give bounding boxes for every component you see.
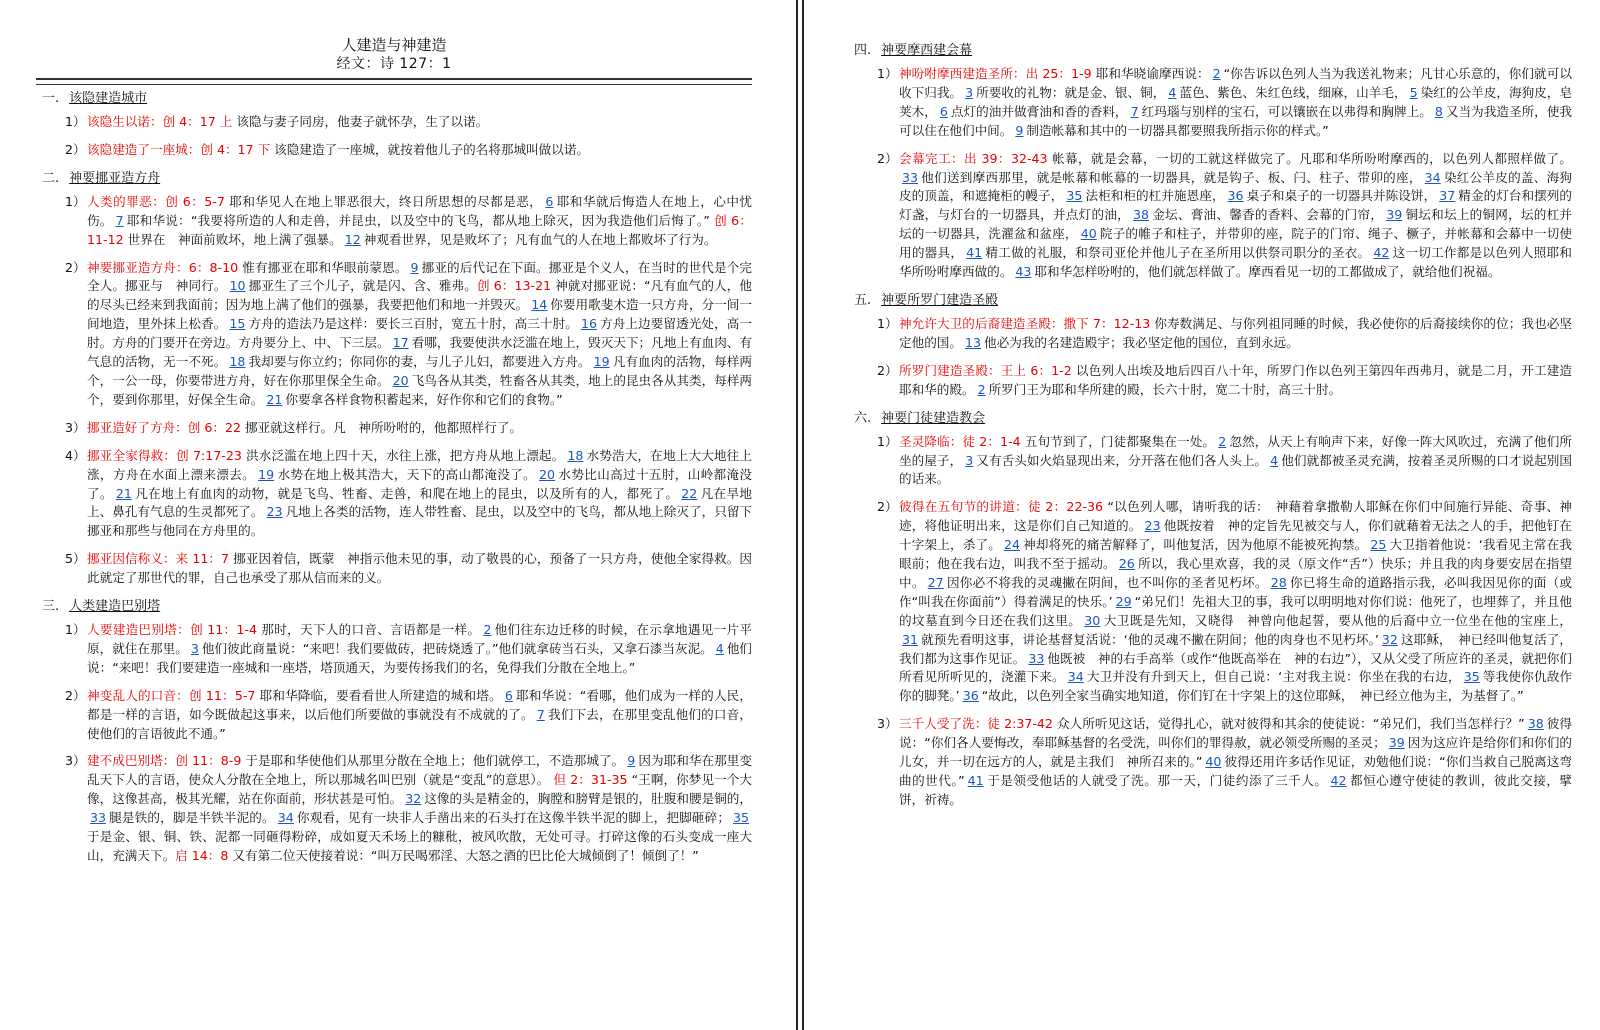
list-item bbox=[36, 259, 752, 410]
item-number: 1） bbox=[877, 433, 898, 449]
verse-text: 精工做的礼服，和祭司亚伦并他儿子在圣所用以供祭司职分的圣衣。 bbox=[985, 245, 1371, 261]
verse-text: 耶和华见人在地上罪恶很大，终日所思想的尽都是恶， bbox=[224, 193, 543, 209]
verse-text: 我们下去，在那里变乱他们的口音，使他们的言语彼此不通。” bbox=[87, 706, 753, 741]
verse-number: 24 bbox=[1003, 537, 1021, 553]
verse-text: 于是领受他话的人就受了洗。那一天，门徒约添了三千人。 bbox=[986, 773, 1328, 788]
verse-text: 你要拿各样食物积蓄起来，好作你和它们的食物。” bbox=[285, 391, 563, 407]
verse-text: 飞鸟各从其类，牲畜各从其类，地上的昆虫各从其类，每样两个，要到你那里，好保全生命。 bbox=[87, 372, 753, 407]
item-number: 2） bbox=[877, 362, 898, 378]
item-number: 5） bbox=[65, 551, 86, 567]
list-item bbox=[36, 141, 752, 160]
verse-text: 耶和华就后悔造人在地上，心中忧伤。 bbox=[87, 193, 753, 228]
verse-text: 凡地上各类的活物，连人带牲畜、昆虫，以及空中的飞鸟，都从地上除灭了，只留下挪亚和那些与他同在方舟里的。 bbox=[87, 504, 753, 539]
list-item bbox=[36, 193, 752, 250]
item-number: 3） bbox=[65, 419, 86, 435]
verse-text: 五旬节到了，门徒都聚集在一处。 bbox=[1020, 433, 1216, 449]
section-number: 六. bbox=[854, 410, 872, 426]
list-item bbox=[848, 362, 1572, 400]
verse-text: 忽然，从天上有响声下来，好像一阵大风吹过，充满了他们所坐的屋子， bbox=[899, 433, 1572, 468]
verse-number: 16 bbox=[580, 316, 597, 332]
verse-text: 世界在 神面前败坏，地上满了强暴。 bbox=[123, 231, 342, 247]
verse-text: 我却要与你立约；你同你的妻，与儿子儿妇，都要进入方舟。 bbox=[248, 354, 591, 370]
verse-text: 凡在地上有血肉的动物，就是飞鸟、牲畜、走兽，和爬在地上的昆虫，以及所有的人，都死了。 bbox=[134, 485, 679, 501]
verse-text: “故此，以色列全家当确实地知道，你们钉在十字架上的这位耶稣， 神已经立他为主，为基督了。” bbox=[981, 688, 1524, 704]
verse-text: 彼得说：“你们各人要悔改，奉耶稣基督的名受洗，叫你们的罪得赦，就必领受所赐的圣灵； bbox=[899, 716, 1572, 751]
verse-number: 34 bbox=[277, 810, 294, 826]
section bbox=[848, 291, 1572, 400]
verse-text: 铜坛和坛上的铜网，坛的杠并坛的一切器具，洗濯盆和盆座， bbox=[899, 207, 1573, 242]
section bbox=[36, 597, 752, 866]
verse-number: 38 bbox=[1132, 207, 1149, 223]
verse-number: 9 bbox=[410, 259, 419, 275]
verse-text: 染红公羊皮的盖、海狗皮的顶盖，和遮掩柜的幔子， bbox=[899, 169, 1573, 204]
scripture-reference: 神允许大卫的后裔建造圣殿：撒下 7：12-13 bbox=[899, 315, 1151, 331]
scripture-reference: 挪亚因信称义：来 11：7 bbox=[87, 551, 230, 567]
list-item bbox=[848, 433, 1572, 490]
verse-text: 精金的灯台和摆列的灯盏，与灯台的一切器具，并点灯的油， bbox=[899, 188, 1573, 223]
item-number: 2） bbox=[65, 141, 86, 157]
page-right bbox=[804, 0, 1600, 1030]
verse-text: 又有第二位天使接着说：“叫万民喝邪淫、大怒之酒的巴比伦大城倾倒了！倾倒了！” bbox=[228, 848, 699, 863]
verse-number: 36 bbox=[962, 688, 979, 704]
verse-number: 39 bbox=[1388, 735, 1405, 751]
verse-number: 3 bbox=[965, 84, 974, 100]
verse-text: “弟兄们！先祖大卫的事，我可以明明地对你们说：他死了，也埋葬了，并且他的坟墓直到今日还在我们这里。 bbox=[899, 593, 1572, 628]
scripture-reference: 启 14：8 bbox=[175, 848, 229, 863]
verse-number: 34 bbox=[1067, 669, 1084, 685]
verse-number: 36 bbox=[1227, 188, 1244, 204]
verse-text: 你观看，见有一块非人手凿出来的石头打在这像半铁半泥的脚上，把脚砸碎； bbox=[296, 810, 730, 826]
scripture-reference: 彼得在五旬节的讲道：徒 2：22-36 bbox=[899, 499, 1104, 515]
verse-text: 凡在旱地上、鼻孔有气息的生灵都死了。 bbox=[87, 485, 753, 520]
list-item bbox=[848, 715, 1572, 810]
list-item bbox=[36, 752, 752, 865]
verse-number: 18 bbox=[229, 354, 246, 370]
list-item bbox=[848, 498, 1572, 706]
section-heading bbox=[42, 89, 752, 108]
verse-text: 你已将生命的道路指示我，必叫我因见你的面（或作“叫我在你面前”）得着满足的快乐。’ bbox=[899, 574, 1573, 609]
verse-text: 耶和华怎样吩咐的，他们就怎样做了。摩西看见一切的工都做成了，就给他们祝福。 bbox=[1034, 264, 1501, 280]
verse-text: 耶和华降临，要看看世人所建造的城和塔。 bbox=[255, 687, 502, 703]
verse-number: 40 bbox=[1205, 754, 1222, 770]
item-number: 2） bbox=[877, 150, 898, 166]
verse-text: 他们送到摩西那里，就是帐幕和帐幕的一切器具，就是钩子、板、闩、柱子、带卯的座， bbox=[921, 169, 1422, 185]
verse-text: 该隐与妻子同房，他妻子就怀孕，生了以诺。 bbox=[232, 114, 489, 129]
section bbox=[848, 41, 1572, 282]
verse-number: 33 bbox=[1028, 650, 1045, 666]
verse-text: “王啊，你梦见一个大像，这像甚高，极其光耀，站在你面前，形状甚是可怕。 bbox=[87, 772, 753, 807]
verse-text: 就预先看明这事，讲论基督复活说：‘他的灵魂不撇在阴间；他的肉身也不见朽坏。’ bbox=[921, 631, 1379, 647]
verse-text: 凡有血肉的活物，每样两个，一公一母，你要带进方舟，好在你那里保全生命。 bbox=[87, 354, 753, 388]
scripture-reference: 挪亚全家得救：创 7:17-23 bbox=[87, 447, 242, 463]
verse-number: 6 bbox=[939, 103, 948, 119]
verse-text: 他既按着 神的定旨先见被交与人，你们就藉着无法之人的手，把他钉在十字架上，杀了。 bbox=[899, 518, 1573, 553]
verse-number: 8 bbox=[1434, 103, 1443, 119]
section-heading bbox=[854, 291, 1572, 310]
verse-text: “以色列人哪，请听我的话： 神藉着拿撒勒人耶稣在你们中间施行异能、奇事、神迹，将他证明出来，这是你们自己知道的。 bbox=[899, 499, 1572, 534]
verse-number: 18 bbox=[567, 447, 584, 463]
scripture-reference: 神要挪亚造方舟：6：8-10 bbox=[87, 259, 239, 275]
verse-number: 3 bbox=[190, 640, 199, 656]
section-title: 神要门徒建造教会 bbox=[881, 410, 986, 426]
verse-text: 大卫既是先知，又晓得 神曾向他起誓，要从他的后裔中立一位坐在他的宝座上， bbox=[1103, 612, 1573, 628]
verse-number: 27 bbox=[927, 574, 944, 590]
verse-number: 33 bbox=[902, 169, 919, 185]
page-left bbox=[0, 0, 796, 1030]
section bbox=[36, 89, 752, 160]
verse-text: 以色列人出埃及地后四百八十年，所罗门作以色列王第四年西弗月，就是二月，开工建造耶和华的殿。 bbox=[899, 362, 1572, 397]
document-scripture: 经文：诗 127：1 bbox=[336, 56, 452, 72]
verse-number: 23 bbox=[1144, 518, 1161, 534]
item-number: 1） bbox=[65, 114, 86, 129]
scripture-reference: 建不成巴别塔：创 11：8-9 bbox=[87, 753, 242, 769]
verse-number: 26 bbox=[1118, 556, 1135, 572]
section-number: 四. bbox=[854, 43, 872, 58]
scripture-reference: 创 6：13-21 bbox=[476, 278, 552, 294]
verse-text: 他们往东边迁移的时候，在示拿地遇见一片平原，就住在那里。 bbox=[87, 622, 752, 656]
verse-text: 挪亚就这样行。凡 神所吩咐的，他都照样行了。 bbox=[240, 419, 523, 435]
section bbox=[36, 169, 752, 588]
section-title: 神要挪亚造方舟 bbox=[69, 170, 161, 186]
verse-number: 4 bbox=[1270, 452, 1279, 468]
section-title: 该隐建造城市 bbox=[69, 91, 148, 106]
verse-number: 9 bbox=[627, 753, 636, 769]
item-number: 2） bbox=[65, 687, 86, 703]
verse-text: 又当为我造圣所，使我可以住在他们中间。 bbox=[899, 103, 1573, 138]
verse-number: 20 bbox=[539, 466, 556, 482]
verse-text: 点灯的油并做膏油和香的香料， bbox=[950, 103, 1128, 119]
scripture-reference: 挪亚造好了方舟：创 6：22 bbox=[87, 419, 241, 435]
verse-text: 他既被 神的右手高举（或作“他既高举在 神的右边”），又从父受了所应许的圣灵，就把你们所看见所听见的，浇灌下来。 bbox=[899, 650, 1573, 685]
verse-text: 该隐建造了一座城，就按着他儿子的名将那城叫做以诺。 bbox=[270, 141, 590, 157]
verse-text: 这像的头是精金的，胸膛和膀臂是银的，肚腹和腰是铜的， bbox=[424, 791, 753, 807]
list-item bbox=[848, 150, 1572, 282]
item-number: 3） bbox=[877, 716, 898, 732]
verse-number: 6 bbox=[504, 687, 513, 703]
verse-number: 2 bbox=[483, 622, 492, 638]
verse-number: 38 bbox=[1527, 716, 1544, 732]
item-number: 1） bbox=[65, 622, 86, 638]
verse-text: 他们彼此商量说：“来吧！我们要做砖，把砖烧透了。”他们就拿砖当石头，又拿石漆当灰泥。 bbox=[201, 640, 713, 656]
item-number: 1） bbox=[877, 66, 898, 81]
scripture-reference: 该隐生以诺：创 4：17 上 bbox=[87, 114, 233, 129]
left-column-content bbox=[36, 89, 752, 866]
item-number: 1） bbox=[877, 315, 898, 331]
verse-number: 5 bbox=[1409, 84, 1418, 100]
verse-text: 都恒心遵守使徒的教训，彼此交接，擘饼，祈祷。 bbox=[899, 773, 1573, 807]
title-rule bbox=[36, 78, 752, 85]
verse-number: 12 bbox=[344, 231, 361, 247]
verse-number: 10 bbox=[229, 278, 246, 294]
list-item bbox=[848, 65, 1572, 141]
scripture-reference: 人要建造巴别塔：创 11：1-4 bbox=[87, 622, 258, 638]
verse-number: 41 bbox=[967, 773, 984, 788]
verse-number: 19 bbox=[258, 466, 275, 482]
verse-number: 37 bbox=[1439, 188, 1456, 204]
scripture-reference: 圣灵降临：徒 2：1-4 bbox=[899, 433, 1021, 449]
verse-number: 19 bbox=[593, 354, 610, 370]
list-item bbox=[36, 447, 752, 542]
scripture-reference: 神吩咐摩西建造圣所：出 25：1-9 bbox=[899, 66, 1092, 81]
verse-text: 神却将死的痛苦解释了，叫他复活，因为他原不能被死拘禁。 bbox=[1023, 537, 1368, 553]
verse-text: 惟有挪亚在耶和华眼前蒙恩。 bbox=[238, 259, 408, 275]
verse-number: 42 bbox=[1330, 773, 1347, 788]
verse-number: 20 bbox=[392, 372, 409, 388]
verse-number: 4 bbox=[1168, 84, 1177, 100]
verse-text: 耶和华晓谕摩西说： bbox=[1091, 66, 1210, 81]
verse-text: 他必为我的名建造殿宇；我必坚定他的国位，直到永远。 bbox=[984, 334, 1299, 350]
verse-text: 桌子和桌子的一切器具并陈设饼， bbox=[1246, 188, 1437, 204]
right-column-content bbox=[848, 41, 1572, 810]
verse-text: 这耶稣， 神已经叫他复活了，我们都为这事作见证。 bbox=[899, 631, 1572, 666]
verse-text: 这一切工作都是以色列人照耶和华所吩咐摩西做的。 bbox=[899, 245, 1573, 280]
verse-text: 腿是铁的，脚是半铁半泥的。 bbox=[109, 810, 275, 826]
verse-text: 水势在地上极其浩大，天下的高山都淹没了。 bbox=[277, 466, 537, 482]
verse-text: 大卫并没有升到天上，但自己说：‘主对我主说：你坐在我的右边， bbox=[1086, 669, 1461, 685]
verse-text: 神就对挪亚说：“凡有血气的人，他的尽头已经来到我面前；因为地上满了他们的强暴，我要把他们和地一并毁灭。 bbox=[87, 278, 753, 313]
list-item bbox=[36, 419, 752, 438]
section-number: 三. bbox=[42, 599, 60, 615]
verse-text: 挪亚的后代记在下面。挪亚是个义人，在当时的世代是个完全人。挪亚与 神同行。 bbox=[87, 259, 752, 294]
section-heading bbox=[42, 597, 752, 616]
verse-text: 于是耶和华使他们从那里分散在全地上；他们就停工，不造那城了。 bbox=[241, 753, 625, 769]
verse-number: 43 bbox=[1015, 264, 1032, 280]
scripture-reference: 会幕完工：出 39：32-43 bbox=[899, 150, 1048, 166]
verse-text: 他们就都被圣灵充满，按着圣灵所赐的口才说起别国的话来。 bbox=[899, 452, 1573, 487]
item-number: 1） bbox=[65, 193, 86, 209]
list-item bbox=[36, 550, 752, 588]
scripture-reference: 但 2：31-35 bbox=[549, 772, 628, 788]
section-title: 人类建造巴别塔 bbox=[69, 599, 161, 615]
verse-text: 染红的公羊皮，海狗皮，皂荚木， bbox=[899, 84, 1573, 119]
verse-text: 洪水泛滥在地上四十天，水往上涨，把方舟从地上漂起。 bbox=[241, 447, 565, 463]
verse-number: 39 bbox=[1386, 207, 1403, 223]
verse-number: 13 bbox=[964, 334, 981, 350]
list-item bbox=[36, 687, 752, 744]
verse-text: 帐幕，就是会幕，一切的工就这样做完了。凡耶和华所吩咐摩西的，以色列人都照样做了。 bbox=[1047, 150, 1572, 166]
verse-text: 院子的帷子和柱子，并带卯的座，院子的门帘、绳子、橛子，并帐幕和会幕中一切使用的器具， bbox=[899, 226, 1573, 261]
section bbox=[848, 409, 1572, 810]
section-number: 一. bbox=[42, 91, 60, 106]
verse-text: 所要收的礼物：就是金、银、铜， bbox=[976, 84, 1166, 100]
verse-text: 方舟的造法乃是这样：要长三百肘，宽五十肘，高三十肘。 bbox=[248, 316, 578, 332]
verse-number: 41 bbox=[966, 245, 983, 261]
verse-number: 23 bbox=[266, 504, 283, 520]
verse-number: 6 bbox=[545, 193, 554, 209]
verse-text: 看哪，我要使洪水泛滥在地上，毁灭天下；凡地上有血肉、有气息的活物，无一不死。 bbox=[87, 335, 753, 370]
verse-text: 方舟上边要留透光处，高一肘。方舟的门要开在旁边。方舟要分上、中、下三层。 bbox=[87, 316, 753, 351]
verse-number: 2 bbox=[1218, 433, 1227, 449]
verse-text: 金坛、膏油、馨香的香料、会幕的门帘， bbox=[1151, 207, 1384, 223]
list-item bbox=[36, 621, 752, 678]
verse-number: 35 bbox=[1066, 188, 1083, 204]
verse-text: 又有舌头如火焰显现出来，分开落在他们各人头上。 bbox=[976, 452, 1268, 468]
verse-text: 法柜和柜的杠并施恩座， bbox=[1085, 188, 1225, 204]
verse-text: 他们说：“来吧！我们要建造一座城和一座塔，塔顶通天，为要传扬我们的名，免得我们分散在全地上。” bbox=[87, 640, 753, 675]
verse-text: 挪亚生了三个儿子，就是闪、含、雅弗。 bbox=[248, 278, 477, 294]
item-number: 2） bbox=[65, 259, 86, 275]
verse-text: 所罗门王为耶和华所建的殿，长六十肘，宽二十肘，高三十肘。 bbox=[988, 381, 1342, 397]
verse-number: 21 bbox=[115, 485, 132, 501]
item-number: 4） bbox=[65, 447, 86, 463]
verse-text: 耶和华说：“我要将所造的人和走兽，并昆虫，以及空中的飞鸟，都从地上除灭，因为我造他们后悔了。” bbox=[126, 212, 710, 228]
verse-text: 彼得还用许多话作见证，劝勉他们说：“你们当救自己脱离这弯曲的世代。” bbox=[899, 754, 1572, 788]
verse-number: 14 bbox=[531, 297, 548, 313]
document-title: 人建造与神建造 bbox=[341, 36, 447, 54]
verse-number: 4 bbox=[715, 640, 724, 656]
verse-number: 32 bbox=[405, 791, 422, 807]
scripture-reference: 三千人受了洗：徒 2:37-42 bbox=[899, 716, 1053, 732]
scripture-reference: 所罗门建造圣殿：王上 6：1-2 bbox=[899, 362, 1072, 378]
verse-text: 红玛瑙与别样的宝石，可以镶嵌在以弗得和胸牌上。 bbox=[1141, 103, 1432, 119]
verse-text: “你告诉以色列人当为我送礼物来；凡甘心乐意的，你们就可以收下归我。 bbox=[899, 66, 1572, 100]
verse-text: 水势比山高过十五肘，山岭都淹没了。 bbox=[87, 466, 753, 501]
verse-number: 2 bbox=[977, 381, 986, 397]
item-number: 3） bbox=[65, 753, 86, 769]
verse-text: 神观看世界，见是败坏了；凡有血气的人在地上都败坏了行为。 bbox=[363, 231, 717, 247]
verse-text: 蓝色、紫色、朱红色线，细麻，山羊毛， bbox=[1179, 84, 1407, 100]
verse-text: 你要用歌斐木造一只方舟，分一间一间地造，里外抹上松香。 bbox=[87, 297, 753, 332]
verse-number: 34 bbox=[1424, 169, 1441, 185]
verse-number: 25 bbox=[1370, 537, 1387, 553]
scripture-reference: 人类的罪恶：创 6：5-7 bbox=[87, 193, 225, 209]
verse-text: 你寿数满足、与你列祖同睡的时候，我必使你的后裔接续你的位；我也必坚定他的国。 bbox=[899, 315, 1572, 350]
verse-number: 42 bbox=[1373, 245, 1390, 261]
verse-number: 31 bbox=[902, 631, 919, 647]
section-heading bbox=[854, 41, 1572, 60]
verse-text: 因为这应许是给你们和你们的儿女，并一切在远方的人，就是主我们 神所召来的。” bbox=[899, 735, 1573, 770]
verse-text: 耶和华说：“看哪，他们成为一样的人民，都是一样的言语，如今既做起这事来，以后他们所要做的事就没有不成就的了。 bbox=[87, 687, 752, 722]
verse-text: 众人所听见这话，觉得扎心，就对彼得和其余的使徒说：“弟兄们，我们当怎样行？” bbox=[1052, 716, 1525, 732]
verse-text: 等我使你仇敌作你的脚凳。’ bbox=[899, 669, 1572, 704]
section-title: 神要摩西建会幕 bbox=[881, 43, 973, 58]
verse-number: 40 bbox=[1080, 226, 1097, 242]
item-number: 2） bbox=[877, 499, 898, 515]
section-number: 二. bbox=[42, 170, 60, 186]
verse-number: 32 bbox=[1381, 631, 1398, 647]
verse-number: 7 bbox=[1130, 103, 1139, 119]
section-heading bbox=[42, 169, 752, 188]
verse-number: 15 bbox=[229, 316, 246, 332]
section-number: 五. bbox=[854, 292, 872, 308]
scripture-reference: 神变乱人的口音：创 11：5-7 bbox=[87, 687, 256, 703]
verse-number: 35 bbox=[732, 810, 750, 826]
scripture-reference: 该隐建造了一座城：创 4：17 下 bbox=[87, 141, 271, 157]
verse-text: 大卫指着他说：‘我看见主常在我眼前；他在我右边，叫我不至于摇动。 bbox=[899, 537, 1573, 572]
verse-number: 3 bbox=[965, 452, 974, 468]
verse-number: 17 bbox=[392, 335, 409, 351]
verse-number: 9 bbox=[1015, 122, 1024, 138]
verse-number: 7 bbox=[115, 212, 124, 228]
verse-number: 29 bbox=[1115, 593, 1132, 609]
verse-text: 挪亚因着信，既蒙 神指示他未见的事，动了敬畏的心，预备了一只方舟，使他全家得救。因此就定了那世代的罪，自己也承受了那从信而来的义。 bbox=[87, 551, 752, 586]
verse-number: 21 bbox=[266, 391, 283, 407]
section-title: 神要所罗门建造圣殿 bbox=[881, 292, 999, 308]
verse-text: 因你必不将我的灵魂撇在阴间，也不叫你的圣者见朽坏。 bbox=[946, 574, 1268, 590]
section-heading bbox=[854, 409, 1572, 428]
verse-number: 28 bbox=[1270, 574, 1287, 590]
verse-number: 22 bbox=[681, 485, 698, 501]
verse-text: 制造帐幕和其中的一切器具都要照我所指示你的样式。” bbox=[1026, 122, 1329, 138]
list-item bbox=[36, 113, 752, 132]
verse-number: 2 bbox=[1212, 66, 1221, 81]
verse-text: 水势浩大，在地上大大地往上涨，方舟在水面上漂来漂去。 bbox=[87, 447, 752, 482]
verse-number: 30 bbox=[1084, 612, 1101, 628]
scripture-reference: 创 6：11-12 bbox=[87, 212, 752, 247]
page-divider bbox=[796, 0, 804, 1030]
verse-text: 因为耶和华在那里变乱天下人的言语，使众人分散在全地上，所以那城名叫巴别（就是“变乱”的意思）。 bbox=[87, 753, 752, 788]
list-item bbox=[848, 315, 1572, 353]
verse-text: 于是金、银、铜、铁、泥都一同砸得粉碎，成如夏天禾场上的糠秕，被风吹散，无处可寻。打碎这像的石头变成一座大山，充满天下。 bbox=[87, 829, 752, 863]
verse-number: 7 bbox=[536, 706, 545, 722]
verse-number: 33 bbox=[90, 810, 107, 826]
verse-text: 那时，天下人的口音、言语都是一样。 bbox=[257, 622, 481, 638]
verse-text: 所以，我心里欢喜，我的灵（原文作“舌”）快乐；并且我的肉身要安居在指望中。 bbox=[899, 556, 1572, 590]
verse-number: 35 bbox=[1463, 669, 1480, 685]
